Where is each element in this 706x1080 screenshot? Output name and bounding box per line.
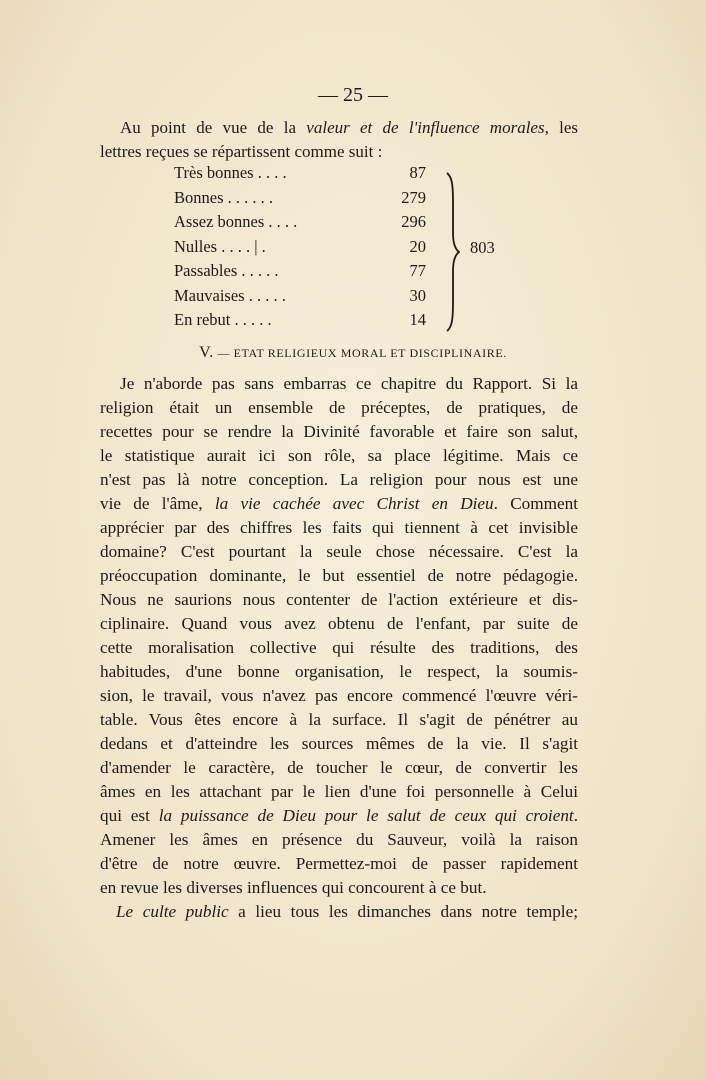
body-line [100,756,578,780]
stat-value: 87 [409,163,426,182]
body-line [100,780,578,804]
text-run: âmes en les attachant par le lien d'une foi personnelle à Celui [100,782,578,801]
body-line [100,876,578,900]
stat-value: 14 [409,310,426,329]
section-heading [0,344,706,362]
stat-label: Assez bonnes . . . . [174,212,298,231]
intro-paragraph [100,116,578,164]
stat-label: Passables . . . . . [174,261,279,280]
body-line [100,540,578,564]
section-title: — ETAT RELIGIEUX MORAL ET DISCIPLINAIRE. [217,346,507,360]
body-line [100,828,578,852]
text-run: domaine? C'est pourtant la seule chose nécessaire. C'est la [100,542,578,561]
text-run: a lieu tous les dimanches dans notre temple; [228,902,578,921]
stat-value: 279 [401,187,426,207]
text-run: . [573,806,578,825]
body-line [100,900,578,924]
text-run: vie de l'âme, [100,494,215,513]
stat-value: 20 [409,236,426,256]
text-run: cette moralisation collective qui résulte des traditions, des [100,638,578,657]
text-run: table. Vous êtes encore à la surface. Il s'agit de pénétrer au [100,710,578,729]
text-run: Nous ne saurions nous contenter de l'action extérieure et dis- [100,590,578,609]
body-line [100,660,578,684]
body-line [100,852,578,876]
text-run: d'amender le caractère, de toucher le cœur, de convertir les [100,758,578,777]
italic-run: valeur et de l'influence morales [306,118,545,137]
body-line [100,588,578,612]
italic-run: la vie cachée avec Christ en Dieu [214,494,494,513]
stat-row [174,212,514,237]
body-line [100,420,578,444]
text-run: apprécier par des chiffres les faits qui tiennent à cet invisible [100,518,578,537]
body-line [100,516,578,540]
italic-run: la puissance de Dieu pour le salut de ceux qui croient [158,806,574,825]
body-line [100,708,578,732]
body-line [100,396,578,420]
text-run: d'être de notre œuvre. Permettez-moi de passer rapidement [100,854,578,873]
body-line [100,684,578,708]
stat-label: Mauvaises . . . . . [174,285,286,305]
text-run: ciplinaire. Quand vous avez obtenu de l'enfant, par suite de [100,614,578,633]
intro-line [100,116,578,140]
stat-row [174,310,514,335]
intro-line [100,140,578,164]
stat-row [174,261,514,286]
text-run: lettres reçues se répartissent comme suit : [100,142,383,161]
page-number: — 25 — [318,84,388,106]
curly-brace [446,171,460,333]
stat-value: 30 [409,285,426,305]
text-run: habitudes, d'une bonne organisation, le respect, la soumis- [100,662,578,681]
body-line [100,492,578,516]
stat-value: 296 [401,212,426,231]
stat-label: Très bonnes . . . . [174,163,287,182]
stat-label: Bonnes . . . . . . [174,187,273,207]
stat-row [174,163,514,188]
stat-row [174,188,514,213]
text-run: n'est pas là notre conception. La religion pour nous est une [100,470,578,489]
text-run: en revue les diverses influences qui concourent à ce but. [100,878,487,897]
body-line [100,612,578,636]
stat-row [174,237,514,262]
text-run: Au point de vue de la [120,118,307,137]
text-run: . Comment [493,494,579,513]
text-run: qui est [100,806,159,825]
body-line [100,636,578,660]
text-run: religion était un ensemble de préceptes, de pratiques, de [100,398,578,417]
text-run: dedans et d'atteindre les sources mêmes de la vie. Il s'agit [100,734,578,753]
body-line [100,564,578,588]
text-run: Amener les âmes en présence du Sauveur, voilà la raison [100,830,578,849]
stat-value: 77 [409,261,426,280]
italic-run: Le culte public [116,902,229,921]
stat-label: Nulles . . . . | . [174,236,266,256]
stat-total: 803 [470,238,495,257]
body-paragraph [100,372,578,924]
text-run: , les [544,118,579,137]
text-run: Je n'aborde pas sans embarras ce chapitre du Rapport. Si la [120,374,578,393]
section-number: V. [199,344,214,361]
body-line [100,804,578,828]
statistics-table [174,163,514,335]
text-run: le statistique aurait ici son rôle, sa place légitime. Mais ce [100,446,578,465]
text-run: recettes pour se rendre la Divinité favorable et faire son salut, [100,422,578,441]
stat-row [174,286,514,311]
body-line [100,468,578,492]
body-line [100,372,578,396]
body-line [100,732,578,756]
body-line [100,444,578,468]
stat-label: En rebut . . . . . [174,310,272,329]
text-run: sion, le travail, vous n'avez pas encore commencé l'œuvre véri- [100,686,578,705]
text-run: préoccupation dominante, le but essentiel de notre pédagogie. [100,566,578,585]
